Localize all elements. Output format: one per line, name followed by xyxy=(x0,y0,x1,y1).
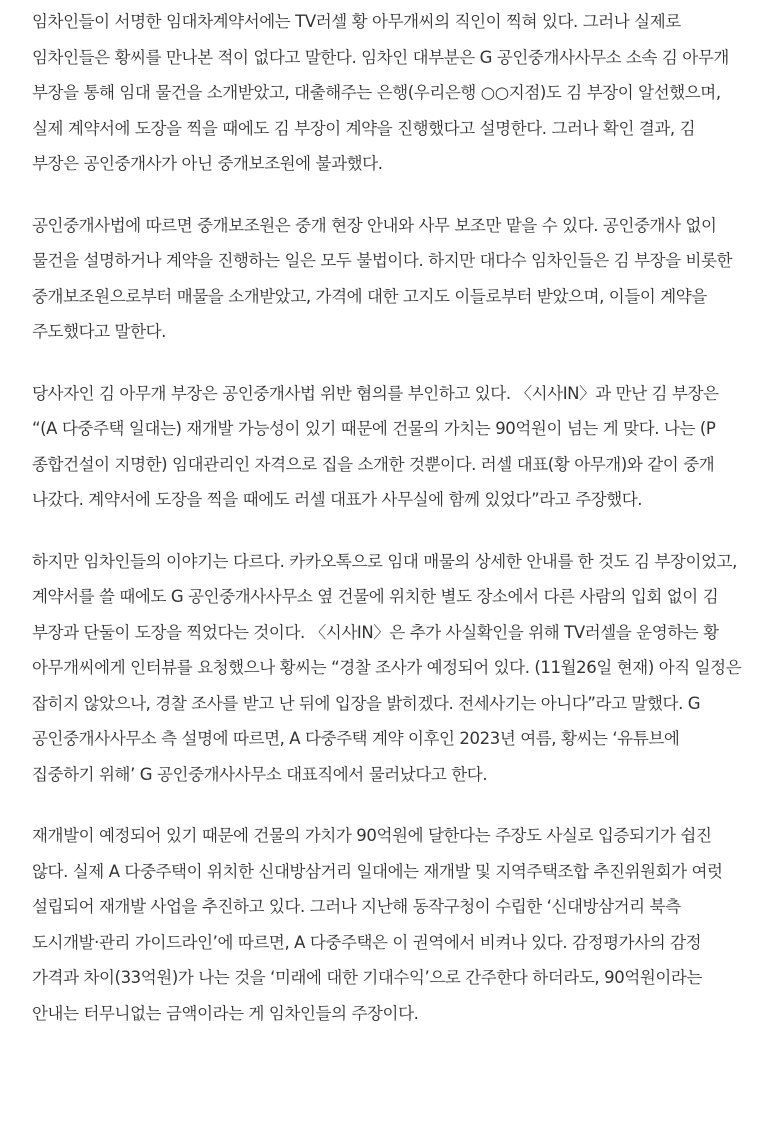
article-paragraph-5: 재개발이 예정되어 있기 때문에 건물의 가치가 90억원에 달한다는 주장도 사실로 입증되기가 쉽진 않다. 실제 A 다중주택이 위치한 신대방삼거리 일대에는 재개발 및 지역주택조합 추진위원회가 여럿 설립되어 재개발 사업을 추진하고 있다. 그러나 지난해 동작구청이 수립한 ‘신대방삼거리 북측 도시개발·관리 가이드라인’에 따르면, A 다중주택은 이 권역에서 비켜나 있다. 감정평가사의 감정 가격과 차이(33억원)가 나는 것을 ‘미래에 대한 기대수익’으로 간주한다 하더라도, 90억원이라는 안내는 터무니없는 금액이라는 게 임차인들의 주장이다. xyxy=(32,826,723,1023)
article-paragraph-2: 공인중개사법에 따르면 중개보조원은 중개 현장 안내와 사무 보조만 맡을 수 있다. 공인중개사 없이 물건을 설명하거나 계약을 진행하는 일은 모두 불법이다. 하지만 대다수 임차인들은 김 부장을 비롯한 중개보조원으로부터 매물을 소개받았고, 가격에 대한 고지도 이들로부터 받았으며, 이들이 계약을 주도했다고 말한다. xyxy=(32,215,733,341)
article-paragraph-3: 당사자인 김 아무개 부장은 공인중개사법 위반 혐의를 부인하고 있다. 〈시사IN〉과 만난 김 부장은 “(A 다중주택 일대는) 재개발 가능성이 있기 때문에 건물의 가치는 90억원이 넘는 게 맞다. 나는 (P 종합건설이 지명한) 임대관리인 자격으로 집을 소개한 것뿐이다. 러셀 대표(황 아무개)와 같이 중개 나갔다. 계약서에 도장을 찍을 때에도 러셀 대표가 사무실에 함께 있었다”라고 주장했다. xyxy=(32,383,719,509)
article-paragraph-1: 임차인들이 서명한 임대차계약서에는 TV러셀 황 아무개씨의 직인이 찍혀 있다. 그러나 실제로 임차인들은 황씨를 만나본 적이 없다고 말한다. 임차인 대부분은 G 공인중개사사무소 소속 김 아무개 부장을 통해 임대 물건을 소개받았고, 대출해주는 은행(우리은행 ○○지점)도 김 부장이 알선했으며, 실제 계약서에 도장을 찍을 때에도 김 부장이 계약을 진행했다고 설명한다. 그러나 확인 결과, 김 부장은 공인중개사가 아닌 중개보조원에 불과했다. xyxy=(32,12,729,173)
article-paragraph-4: 하지만 임차인들의 이야기는 다르다. 카카오톡으로 임대 매물의 상세한 안내를 한 것도 김 부장이었고, 계약서를 쓸 때에도 G 공인중개사사무소 옆 건물에 위치한 별도 장소에서 다른 사람의 입회 없이 김 부장과 단둘이 도장을 찍었다는 것이다. 〈시사IN〉은 추가 사실확인을 위해 TV러셀을 운영하는 황 아무개씨에게 인터뷰를 요청했으나 황씨는 “경찰 조사가 예정되어 있다. (11월26일 현재) 아직 일정은 잡히지 않았으나, 경찰 조사를 받고 난 뒤에 입장을 밝히겠다. 전세사기는 아니다”라고 말했다. G 공인중개사사무소 측 설명에 따르면, A 다중주택 계약 이후인 2023년 여름, 황씨는 ‘유튜브에 집중하기 위해’ G 공인중개사사무소 대표직에서 물러났다고 한다. xyxy=(32,551,742,784)
